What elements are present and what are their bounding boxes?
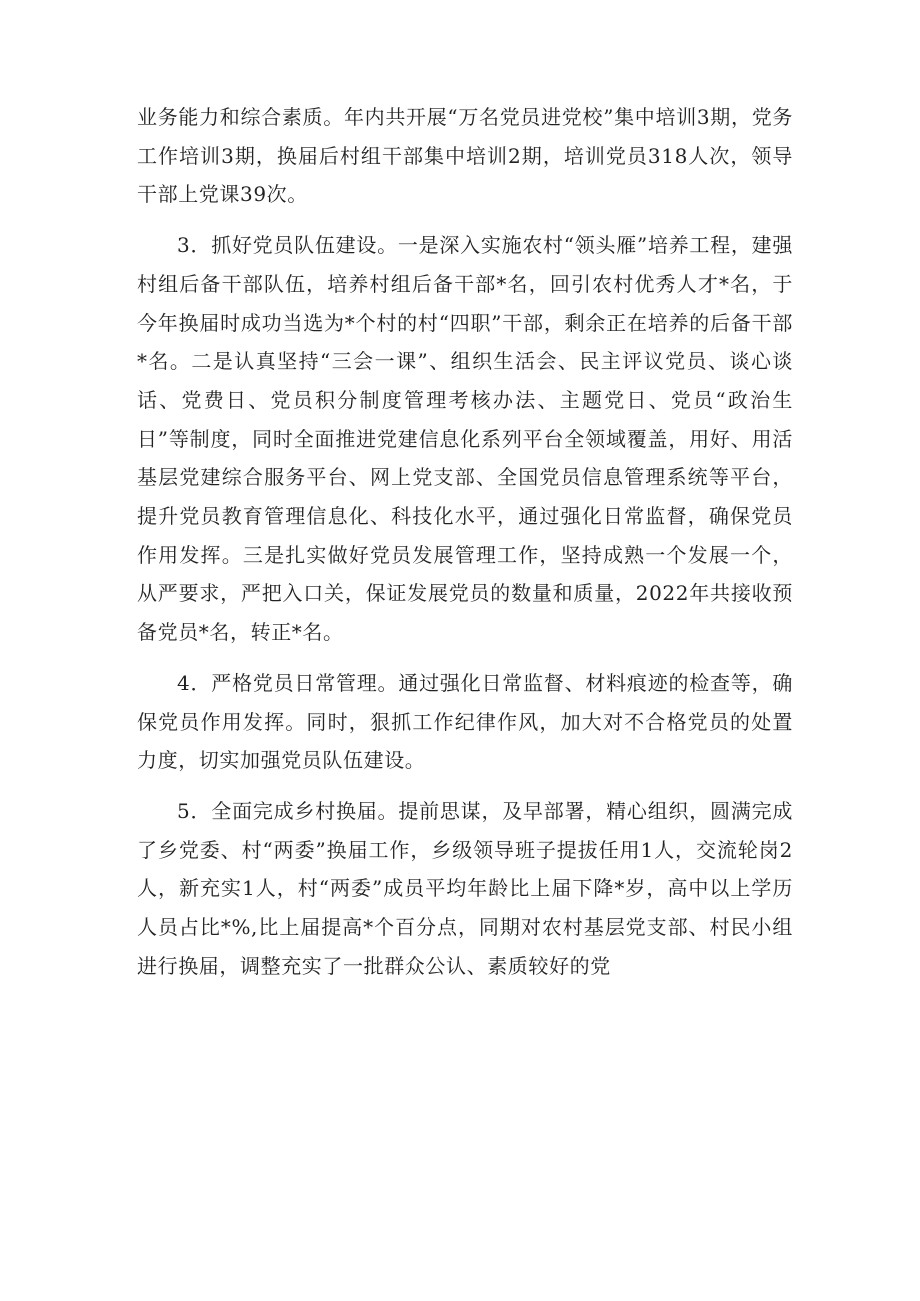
paragraph-party-team-building: 3．抓好党员队伍建设。一是深入实施农村“领头雁”培养工程，建强村组后备干部队伍，培养村组后备干部*名，回引农村优秀人才*名，于今年换届时成功当选为*个村的村“四职”干部，剩余正在培养的后备干部*名。二是认真坚持“三会一课”、组织生活会、民主评议党员、谈心谈话、党费日、党员积分制度管理考核办法、主题党日、党员“政治生日”等制度，同时全面推进党建信息化系列平台全领域覆盖，用好、用活基层党建综合服务平台、网上党支部、全国党员信息管理系统等平台，提升党员教育管理信息化、科技化水平，通过强化日常监督，确保党员作用发挥。三是扎实做好党员发展管理工作，坚持成熟一个发展一个，从严要求，严把入口关，保证发展党员的数量和质量，2022年共接收预备党员*名，转正*名。	[137, 233, 793, 645]
paragraph-training-summary: 业务能力和综合素质。年内共开展“万名党员进党校”集中培训3期，党务工作培训3期，换届后村组干部集中培训2期，培训党员318人次，领导干部上党课39次。	[137, 105, 793, 207]
paragraph-daily-management: 4．严格党员日常管理。通过强化日常监督、材料痕迹的检查等，确保党员作用发挥。同时，狠抓工作纪律作风，加大对不合格党员的处置力度，切实加强党员队伍建设。	[137, 670, 793, 773]
paragraph-village-election: 5．全面完成乡村换届。提前思谋，及早部署，精心组织，圆满完成了乡党委、村“两委”换届工作，乡级领导班子提拔任用1人，交流轮岗2人，新充实1人，村“两委”成员平均年龄比上届下降*岁，高中以上学历人员占比*%,比上届提高*个百分点，同期对农村基层党支部、村民小组进行换届，调整充实了一批群众公认、素质较好的党	[137, 798, 793, 978]
document-body	[137, 98, 793, 997]
